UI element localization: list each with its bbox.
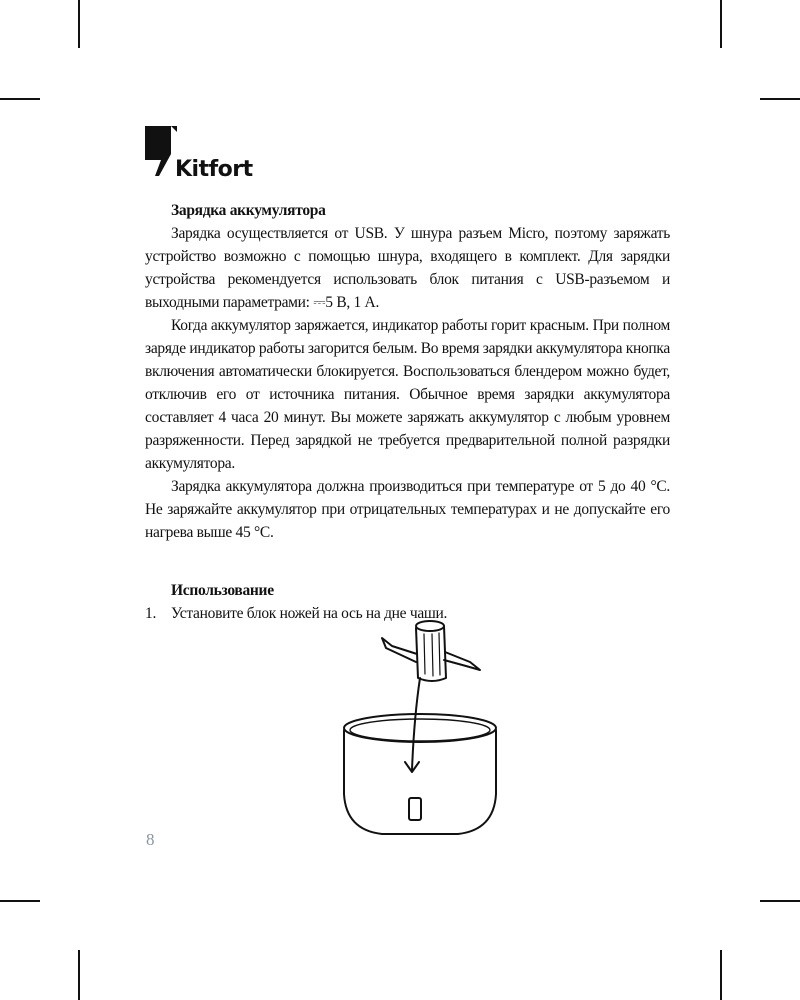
crop-mark <box>0 900 40 902</box>
power-indicator <box>409 798 421 820</box>
blade-hub-body <box>416 626 446 681</box>
crop-mark <box>78 950 80 1000</box>
crop-mark <box>78 0 80 48</box>
crop-mark <box>760 900 800 902</box>
blade-right <box>444 652 480 670</box>
section-heading-charging: Зарядка аккумулятора <box>171 202 326 219</box>
step-number: 1. <box>145 605 157 622</box>
step-text: Установите блок ножей на ось на дне чаши. <box>171 605 448 622</box>
blade-hub-top <box>416 621 444 631</box>
paragraph: Зарядка осуществляется от USB. У шнура разъем Micro, поэтому заряжать устройство возможно с помощью шнура, входящего в комплект. Для зарядки устройства рекомендуется использовать блок питания с USB-разъемом и выходными параметрами: ⎓5 В, 1 А. <box>145 225 670 311</box>
arrow-line <box>412 678 420 770</box>
crop-mark <box>760 98 800 100</box>
section-heading-usage: Использование <box>171 582 274 599</box>
brand-name: Kitfort <box>175 157 253 182</box>
crop-mark <box>720 0 722 48</box>
crop-mark <box>720 950 722 1000</box>
blade-assembly-illustration <box>320 608 520 848</box>
logo-mark-icon <box>143 124 177 186</box>
kitfort-logo <box>143 124 253 188</box>
instruction-text <box>145 199 670 625</box>
page-number: 8 <box>146 830 155 849</box>
paragraph: Когда аккумулятор заряжается, индикатор работы горит красным. При полном заряде индикатор работы загорится белым. Во время зарядки аккумулятора кнопка включения автоматически блокируется. Воспользоваться блендером можно будет, отключив его от источника питания. Обычное время зарядки аккумулятора составляет 4 часа 20 минут. Вы можете заряжать аккумулятор с любым уровнем разряженности. Перед зарядкой не требуется предварительной полной разрядки аккумулятора. <box>145 317 670 472</box>
crop-mark <box>0 98 40 100</box>
blade-left <box>382 638 417 662</box>
paragraph: Зарядка аккумулятора должна производиться при температуре от 5 до 40 °С. Не заряжайте аккумулятор при отрицательных температурах и не допускайте его нагрева выше 45 °С. <box>145 478 670 541</box>
